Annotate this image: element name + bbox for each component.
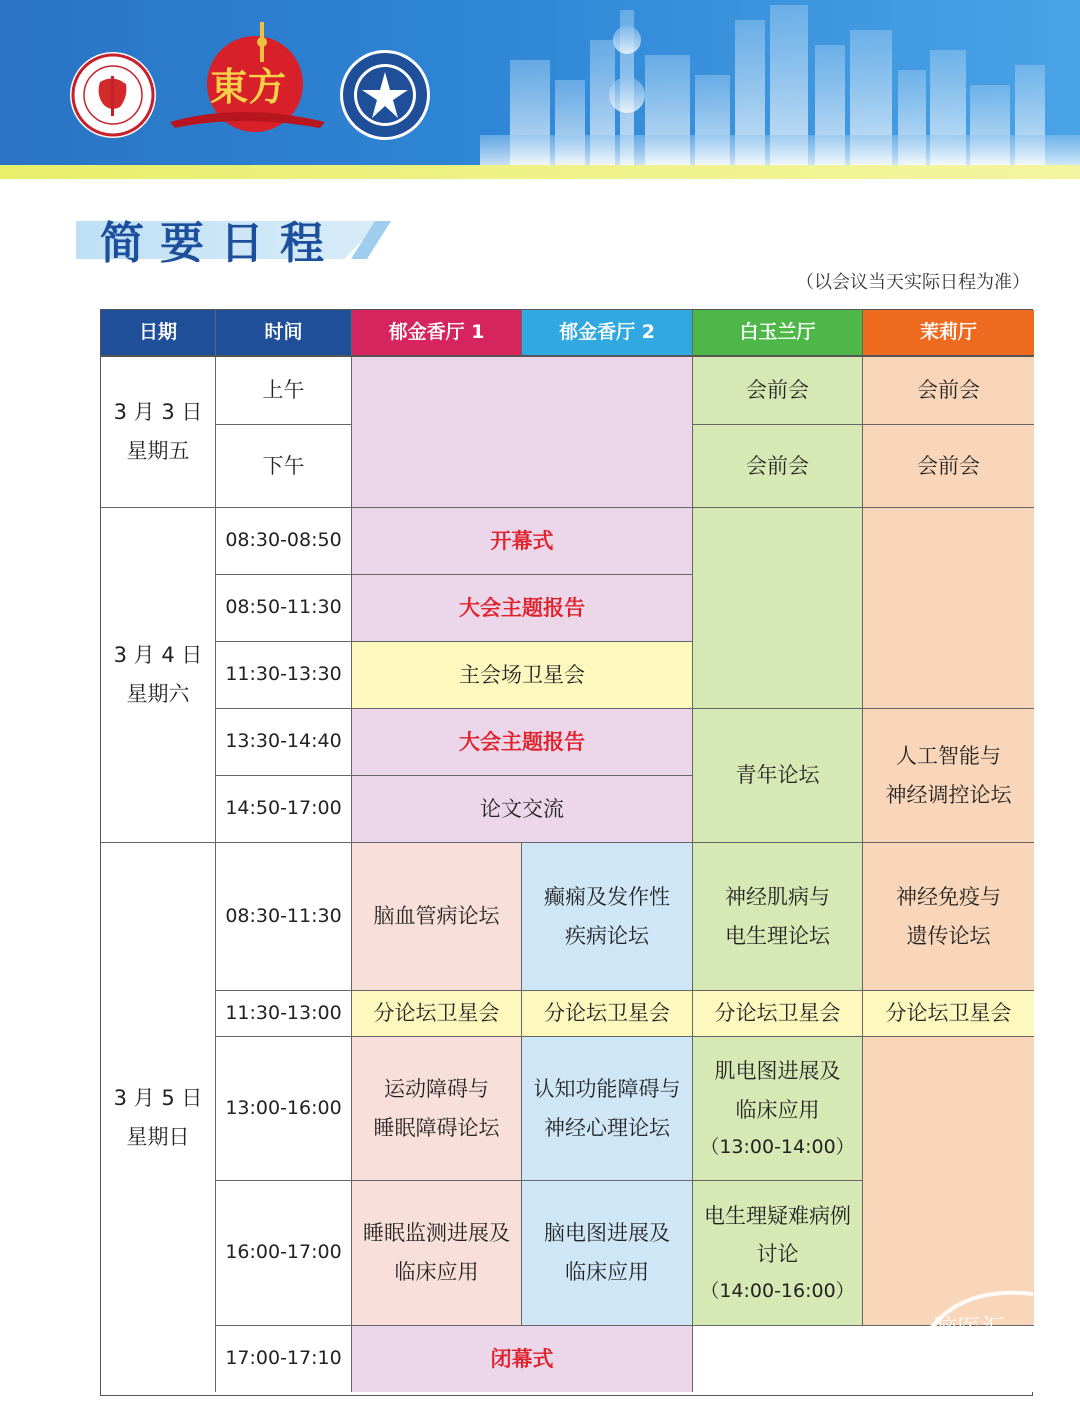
day2-magnolia-am-empty [693, 508, 863, 709]
day3-epilepsy-line2: 疾病论坛 [565, 923, 649, 948]
day1-magnolia-am: 会前会 [693, 357, 863, 425]
day1-jasmine-am: 会前会 [863, 357, 1034, 425]
day3-epilepsy-line1: 癫痫及发作性 [544, 884, 670, 909]
city-skyline-illustration [480, 0, 1080, 165]
day2-ai-forum-line1: 人工智能与 [896, 743, 1001, 768]
header-time: 时间 [216, 310, 352, 357]
day3-ep-time: （14:00-16:00） [700, 1280, 855, 1303]
calligraphy-logo [160, 22, 335, 144]
day2-weekday: 星期六 [126, 682, 190, 706]
day3-slot-3: 13:00-16:00 [216, 1037, 352, 1181]
day3-cognitive-line1: 认知功能障碍与 [533, 1076, 681, 1101]
day3-movement-line2: 睡眠障碍论坛 [373, 1115, 500, 1140]
schedule-table [100, 309, 1033, 1396]
header-date: 日期 [101, 310, 216, 357]
day3-slot-5: 17:00-17:10 [216, 1326, 352, 1392]
day3-neuromuscular-forum [693, 843, 863, 991]
day3-weekday: 星期日 [126, 1124, 190, 1149]
watermark-text: 脑医汇 [933, 1314, 1005, 1342]
day2-satellite: 主会场卫星会 [352, 642, 693, 709]
header-hall-tulip-1: 郁金香厅 1 [352, 310, 522, 357]
day3-emg-line2: 临床应用 [735, 1097, 820, 1122]
header-hall-jasmine: 茉莉厅 [863, 310, 1034, 357]
dongfang-conference-logo [160, 22, 335, 144]
day3-ep-case-session [693, 1181, 863, 1326]
title-bar [76, 207, 396, 269]
day2-papers: 论文交流 [352, 776, 693, 843]
svg-text:東方: 東方 [210, 64, 287, 109]
day3-sleep-session [352, 1181, 522, 1326]
shanghai-neurology-society-logo [340, 50, 430, 140]
day3-ep-line1: 电生理疑难病例 [704, 1203, 851, 1228]
schedule-note: （以会议当天实际日程为准） [796, 272, 1030, 293]
day1-jasmine-pm: 会前会 [863, 425, 1034, 508]
day3-satellite-hall3: 分论坛卫星会 [693, 991, 863, 1037]
header-hall-magnolia: 白玉兰厅 [693, 310, 863, 357]
day3-closing: 闭幕式 [352, 1326, 693, 1392]
day3-emg-session [693, 1037, 863, 1181]
header-hall-tulip-2: 郁金香厅 2 [522, 310, 693, 357]
day3-date: 3 月 5 日 [113, 1085, 203, 1110]
day2-ai-forum-line2: 神经调控论坛 [885, 782, 1012, 807]
day1-magnolia-pm: 会前会 [693, 425, 863, 508]
day3-eeg-session [522, 1181, 693, 1326]
page-title: 简要日程 [100, 218, 340, 269]
day3-emg-line1: 肌电图进展及 [714, 1059, 841, 1084]
day3-ep-line2: 讨论 [756, 1242, 799, 1267]
day3-neuromuscular-line2: 电生理论坛 [725, 923, 830, 948]
seal-icon [70, 52, 156, 138]
day3-eeg-line1: 脑电图进展及 [544, 1221, 670, 1246]
day2-slot-5: 14:50-17:00 [216, 776, 352, 843]
day3-neuromuscular-line1: 神经肌病与 [725, 884, 830, 909]
day2-keynote-pm: 大会主题报告 [352, 709, 693, 776]
day3-satellite-hall4: 分论坛卫星会 [863, 991, 1034, 1037]
day3-satellite-hall2: 分论坛卫星会 [522, 991, 693, 1037]
day3-sleep-line2: 临床应用 [394, 1260, 479, 1284]
day2-ai-forum [863, 709, 1034, 843]
day3-date-cell [101, 843, 216, 1392]
day3-immunity-line1: 神经免疫与 [896, 884, 1001, 909]
day2-date: 3 月 4 日 [113, 643, 203, 668]
day1-tulip-empty [352, 357, 693, 508]
day3-slot-1: 08:30-11:30 [216, 843, 352, 991]
day2-opening: 开幕式 [352, 508, 693, 575]
day2-slot-3: 11:30-13:30 [216, 642, 352, 709]
day3-epilepsy-forum [522, 843, 693, 991]
star-figure-icon [340, 50, 430, 140]
day3-sleep-line1: 睡眠监测进展及 [363, 1221, 510, 1246]
day3-slot-4: 16:00-17:00 [216, 1181, 352, 1326]
day3-immunity-forum [863, 843, 1034, 991]
day3-cognitive-line2: 神经心理论坛 [544, 1115, 670, 1140]
day3-cognitive-forum [522, 1037, 693, 1181]
banner-stripe [0, 165, 1080, 179]
day1-weekday: 星期五 [126, 439, 190, 463]
day3-satellite-hall1: 分论坛卫星会 [352, 991, 522, 1037]
day3-eeg-line2: 临床应用 [565, 1260, 649, 1284]
day2-jasmine-am-empty [863, 508, 1034, 709]
day2-slot-4: 13:30-14:40 [216, 709, 352, 776]
day3-cerebrovascular-forum: 脑血管病论坛 [352, 843, 522, 991]
day1-date: 3 月 3 日 [113, 400, 203, 425]
header-banner [0, 0, 1080, 165]
day3-movement-forum [352, 1037, 522, 1181]
day3-slot-2: 11:30-13:00 [216, 991, 352, 1037]
day2-youth-forum: 青年论坛 [693, 709, 863, 843]
day1-date-cell [101, 357, 216, 508]
day2-keynote-am: 大会主题报告 [352, 575, 693, 642]
day3-movement-line1: 运动障碍与 [384, 1076, 489, 1101]
day2-slot-1: 08:30-08:50 [216, 508, 352, 575]
watermark-icon [915, 1280, 1035, 1350]
day3-emg-time: （13:00-14:00） [700, 1135, 855, 1158]
day2-slot-2: 08:50-11:30 [216, 575, 352, 642]
shanghai-medical-association-logo [70, 52, 156, 138]
day2-date-cell [101, 508, 216, 843]
day1-afternoon: 下午 [216, 425, 352, 508]
day3-immunity-line2: 遗传论坛 [906, 923, 991, 948]
day1-morning: 上午 [216, 357, 352, 425]
